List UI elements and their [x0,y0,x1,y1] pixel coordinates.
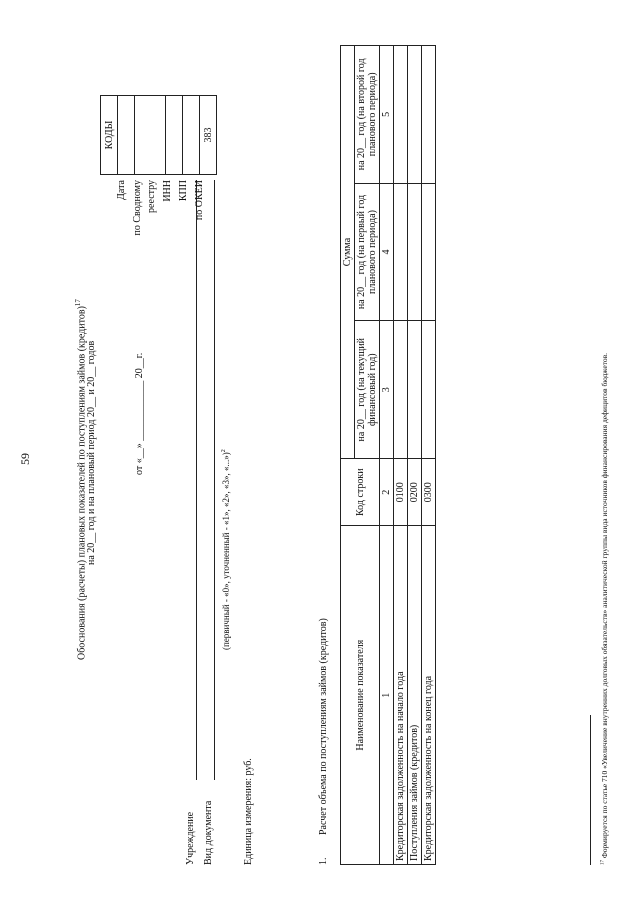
row-value-cell[interactable] [408,46,422,184]
col-sum-plan1: на 20__ год (на первый год планового периода) [355,183,380,321]
col-sum-plan2: на 20__ год (на второй год планового периода) [355,46,380,184]
doc-type-hint [218,449,232,650]
row-value-cell[interactable] [394,46,408,184]
row-value-cell[interactable] [394,183,408,321]
institution-label: Учреждение [185,811,196,865]
codes-header: КОДЫ [101,96,118,175]
section-title: Расчет объема по поступлениям займов (кредитов) [318,618,329,835]
date-line: от «__» ____________ 20__г. [134,352,145,475]
row-value-cell[interactable] [408,321,422,459]
row-value-cell[interactable] [422,321,436,459]
codes-table [100,95,217,175]
table-row [422,46,436,865]
row-value-cell[interactable] [394,321,408,459]
col-sum-current: на 20__ год (на текущий финансовый год) [355,321,380,459]
code-label-okei: по ОКЕИ [194,180,205,221]
col-number-1: 1 [380,526,394,865]
row-value-cell[interactable] [408,183,422,321]
col-name-header: Наименование показателя [341,526,380,865]
code-cell-svod[interactable] [135,96,166,175]
title-footnote-ref: 17 [74,299,82,307]
code-cell-inn[interactable] [166,96,183,175]
table-row [394,46,408,865]
row-code: 0300 [422,459,436,526]
page-number: 59 [18,453,32,465]
code-label-kpp: КПП [178,180,189,202]
footnote-sup: 17 [600,860,606,865]
row-code: 0200 [408,459,422,526]
row-name: Поступления займов (кредитов) [408,526,422,865]
doc-type-line [214,180,215,780]
footnote [600,353,609,865]
row-code: 0100 [394,459,408,526]
col-code-header: Код строки [341,459,380,526]
footnote-text: Формируется по статье 710 «Увеличение внутренних долговых обязательств» аналитической группы вида источников финансирования дефицитов бюджетов. [600,352,609,859]
title-text: Обоснования (расчеты) плановых показателей по поступлениям займов (кредитов) [76,306,88,660]
code-label-svod: по Сводному [132,180,143,236]
code-cell-kpp[interactable] [183,96,200,175]
form-subtitle: на 20__ год и на плановый период 20__ и 20__ годов [86,340,97,565]
doc-type-label: Вид документа [203,800,214,865]
code-label-inn: ИНН [162,180,173,202]
row-value-cell[interactable] [422,183,436,321]
row-name: Кредиторская задолженность на начало года [394,526,408,865]
col-number-2: 2 [380,459,394,526]
section-number: 1. [318,857,329,865]
unit-label: Единица измерения: руб. [243,758,254,865]
col-number-3: 3 [380,321,394,459]
row-value-cell[interactable] [422,46,436,184]
doc-hint-text: (первичный - «0», уточненный - «1», «2», «3», «...») [221,452,231,650]
code-label-date: Дата [116,180,127,200]
row-name: Кредиторская задолженность на конец года [422,526,436,865]
code-cell-okei: 383 [200,96,217,175]
code-cell-date[interactable] [118,96,135,175]
col-number-4: 4 [380,183,394,321]
table-row [408,46,422,865]
col-number-5: 5 [380,46,394,184]
col-sum-header: Сумма [341,46,355,459]
loans-table [340,45,436,865]
footnote-rule [590,715,591,865]
landscape-sheet [10,10,630,895]
doc-hint-sup: 2 [221,449,227,453]
code-label-reestr: реестру [146,180,157,213]
